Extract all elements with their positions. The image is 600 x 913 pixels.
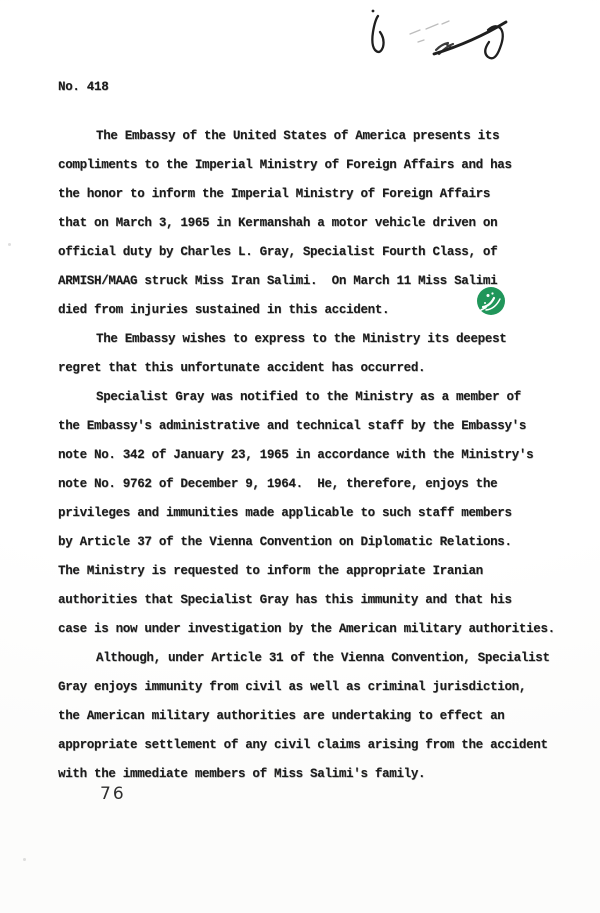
text-line: the Embassy's administrative and technical staff by the Embassy's	[58, 419, 527, 433]
note-number: No. 418	[58, 80, 109, 94]
text-line: that on March 3, 1965 in Kermanshah a motor vehicle driven on	[58, 216, 498, 230]
text-line: authorities that Specialist Gray has this immunity and that his	[58, 593, 512, 607]
text-line: Specialist Gray was notified to the Ministry as a member of	[96, 390, 521, 404]
document-body	[58, 122, 558, 789]
handwritten-annotation	[338, 2, 528, 64]
text-line: died from injuries sustained in this accident.	[58, 303, 390, 317]
page-number: 76	[100, 784, 126, 804]
scan-speck	[23, 858, 26, 861]
text-line: compliments to the Imperial Ministry of Foreign Affairs and has	[58, 158, 512, 172]
text-line: the American military authorities are undertaking to effect an	[58, 709, 505, 723]
text-line: The Embassy of the United States of America presents its	[96, 129, 500, 143]
text-line: case is now under investigation by the American military authorities.	[58, 622, 555, 636]
text-line: privileges and immunities made applicable to such staff members	[58, 506, 512, 520]
text-line: note No. 342 of January 23, 1965 in accordance with the Ministry's	[58, 448, 534, 462]
text-line: ARMISH/MAAG struck Miss Iran Salimi. On March 11 Miss Salimi	[58, 274, 498, 288]
text-line: Although, under Article 31 of the Vienna Convention, Specialist	[96, 651, 550, 665]
text-line: regret that this unfortunate accident has occurred.	[58, 361, 426, 375]
green-seal-icon	[476, 286, 506, 316]
text-line: the honor to inform the Imperial Ministry of Foreign Affairs	[58, 187, 491, 201]
text-line: official duty by Charles L. Gray, Specialist Fourth Class, of	[58, 245, 498, 259]
text-line: The Ministry is requested to inform the appropriate Iranian	[58, 564, 483, 578]
text-line: by Article 37 of the Vienna Convention on Diplomatic Relations.	[58, 535, 512, 549]
text-line: with the immediate members of Miss Salimi's family.	[58, 767, 426, 781]
text-line: Gray enjoys immunity from civil as well as criminal jurisdiction,	[58, 680, 527, 694]
text-line: The Embassy wishes to express to the Ministry its deepest	[96, 332, 507, 346]
text-line: note No. 9762 of December 9, 1964. He, therefore, enjoys the	[58, 477, 498, 491]
text-line: appropriate settlement of any civil claims arising from the accident	[58, 738, 548, 752]
scan-speck	[8, 243, 11, 246]
